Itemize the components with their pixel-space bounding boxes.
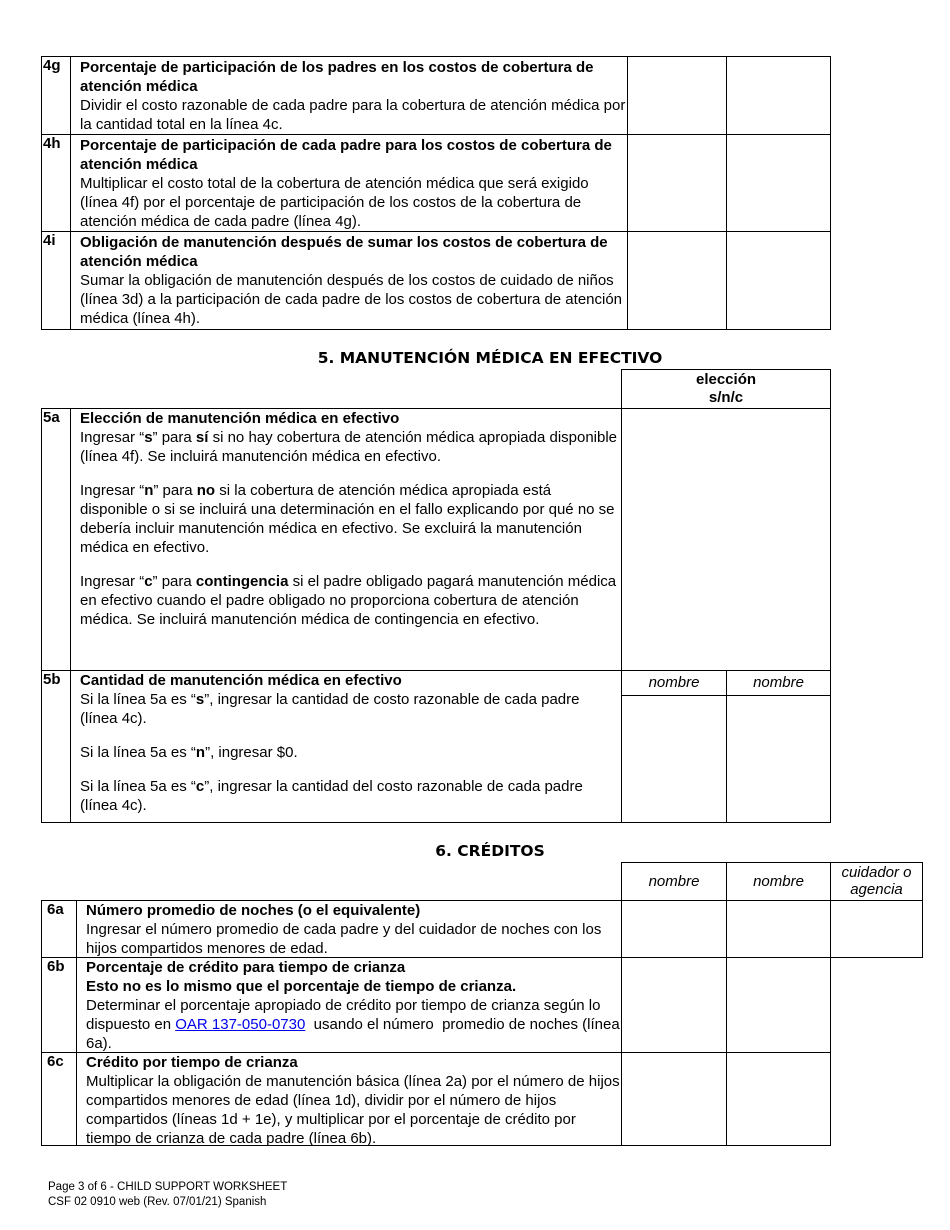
row-title: Elección de manutención médica en efectivo xyxy=(80,410,400,427)
row-description: Sumar la obligación de manutención después de los costos de cuidado de niños (línea 3d) a la participación de cada padre de los costos de cobertura de atención médica (línea 4h). xyxy=(80,272,623,327)
election-header-cell xyxy=(621,369,831,409)
row-4h-description-cell xyxy=(70,134,628,232)
row-5b-number-cell xyxy=(41,670,71,823)
line-n-paragraph: Si la línea 5a es “n”, ingresar $0. xyxy=(80,744,298,761)
row-4g-parent2-input[interactable] xyxy=(726,56,831,135)
row-6c-parent1-input[interactable] xyxy=(621,1052,727,1146)
row-5a-description-cell xyxy=(70,408,622,671)
row-title: Crédito por tiempo de crianza xyxy=(86,1054,298,1071)
line-s-paragraph: Si la línea 5a es “s”, ingresar la cantidad de costo razonable de cada padre (línea 4c). xyxy=(80,691,580,727)
row-6a-number-cell xyxy=(41,900,77,958)
row-6c-number-cell xyxy=(41,1052,77,1146)
row-title: Porcentaje de participación de cada padre para los costos de cobertura de atención médica xyxy=(80,137,612,173)
row-number: 6a xyxy=(47,901,64,918)
row-number: 4i xyxy=(43,232,56,249)
option-c-paragraph: Ingresar “c” para contingencia si el padre obligado pagará manutención médica en efectivo cuando el padre obligado no proporciona cobertura de atención médica. Se incluirá manutención médica de contingencia en efectivo. xyxy=(80,573,617,628)
row-4g-description-cell xyxy=(70,56,628,135)
row-description: Determinar el porcentaje apropiado de crédito por tiempo de crianza según lo dispuesto en OAR 137-050-0730 usando el número promedio de noches (línea 6a). xyxy=(86,997,624,1052)
section-6-heading: 6. CRÉDITOS xyxy=(435,842,545,860)
row-4i-number-cell xyxy=(41,231,71,330)
row-4h-number-cell xyxy=(41,134,71,232)
row-title: Número promedio de noches (o el equivalente) xyxy=(86,902,421,919)
row-5b-parent1-header: nombre xyxy=(621,670,727,696)
row-5b-parent2-header: nombre xyxy=(726,670,831,696)
row-6c-description-cell xyxy=(76,1052,622,1146)
option-n-paragraph: Ingresar “n” para no si la cobertura de atención médica apropiada está disponible o si se incluirá una determinación en el fallo explicando por qué no se debería incluir manutención médica en efectivo. Se excluirá la manutención médica en efectivo. xyxy=(80,482,615,556)
row-6a-caregiver-input[interactable] xyxy=(830,900,923,958)
parent1-column-header: nombre xyxy=(621,862,727,901)
election-header: elección s/n/c xyxy=(695,371,757,406)
row-4i-parent1-input[interactable] xyxy=(627,231,727,330)
row-6a-parent2-input[interactable] xyxy=(726,900,831,958)
row-title: Obligación de manutención después de sumar los costos de cobertura de atención médica xyxy=(80,234,608,270)
row-6a-parent1-input[interactable] xyxy=(621,900,727,958)
row-title: Porcentaje de crédito para tiempo de crianza xyxy=(86,959,406,976)
row-4h-parent1-input[interactable] xyxy=(627,134,727,232)
row-number: 4g xyxy=(43,57,61,74)
row-6b-number-cell xyxy=(41,957,77,1053)
caregiver-column-header: cuidador o agencia xyxy=(830,862,923,901)
row-description: Multiplicar la obligación de manutención básica (línea 2a) por el número de hijos compartidos menores de edad (línea 1d), dividir por el número de hijos compartidos (líneas 1d + 1e), y multiplicar por el porcentaje de crédito por tiempo de crianza de cada padre (línea 6b). xyxy=(86,1073,620,1147)
parent2-column-header: nombre xyxy=(726,862,831,901)
row-6c-parent2-input[interactable] xyxy=(726,1052,831,1146)
page-footer xyxy=(48,1180,448,1210)
row-title: Porcentaje de participación de los padres en los costos de cobertura de atención médica xyxy=(80,59,594,95)
row-description: Multiplicar el costo total de la cobertura de atención médica que será exigido (línea 4f) por el porcentaje de participación de los costos de la cobertura de atención médica de cada padre (línea 4g). xyxy=(80,175,589,230)
option-s-paragraph: Ingresar “s” para sí si no hay cobertura de atención médica apropiada disponible (línea 4f). Se incluirá manutención médica en efectivo. xyxy=(80,429,618,465)
row-subtitle: Esto no es lo mismo que el porcentaje de tiempo de crianza. xyxy=(86,978,517,995)
row-number: 5a xyxy=(43,409,60,426)
row-6b-description-cell xyxy=(76,957,622,1053)
row-5b-parent1-input[interactable] xyxy=(621,695,727,823)
row-number: 6c xyxy=(47,1053,64,1070)
footer-form-id: CSF 02 0910 web (Rev. 07/01/21) Spanish xyxy=(48,1196,267,1208)
section-5-heading: 5. MANUTENCIÓN MÉDICA EN EFECTIVO xyxy=(317,349,663,367)
row-6a-description-cell xyxy=(76,900,622,958)
row-4i-description-cell xyxy=(70,231,628,330)
footer-page-info: Page 3 of 6 - CHILD SUPPORT WORKSHEET xyxy=(48,1181,288,1193)
row-5b-description-cell xyxy=(70,670,622,823)
row-description: Dividir el costo razonable de cada padre para la cobertura de atención médica por la cantidad total en la línea 4c. xyxy=(80,97,626,133)
row-4i-parent2-input[interactable] xyxy=(726,231,831,330)
row-description: Ingresar el número promedio de cada padre y del cuidador de noches con los hijos compartidos menores de edad. xyxy=(86,921,602,957)
row-number: 5b xyxy=(43,671,61,688)
line-c-paragraph: Si la línea 5a es “c”, ingresar la cantidad del costo razonable de cada padre (línea 4c). xyxy=(80,778,583,814)
row-title: Cantidad de manutención médica en efectivo xyxy=(80,672,402,689)
row-6b-parent1-input[interactable] xyxy=(621,957,727,1053)
row-5a-number-cell xyxy=(41,408,71,671)
row-4g-parent1-input[interactable] xyxy=(627,56,727,135)
election-input[interactable] xyxy=(621,408,831,671)
row-6b-parent2-input[interactable] xyxy=(726,957,831,1053)
row-4g-number-cell xyxy=(41,56,71,135)
row-number: 6b xyxy=(47,958,65,975)
row-number: 4h xyxy=(43,135,61,152)
row-4h-parent2-input[interactable] xyxy=(726,134,831,232)
row-5b-parent2-input[interactable] xyxy=(726,695,831,823)
oar-link[interactable]: OAR 137-050-0730 xyxy=(175,1016,306,1033)
